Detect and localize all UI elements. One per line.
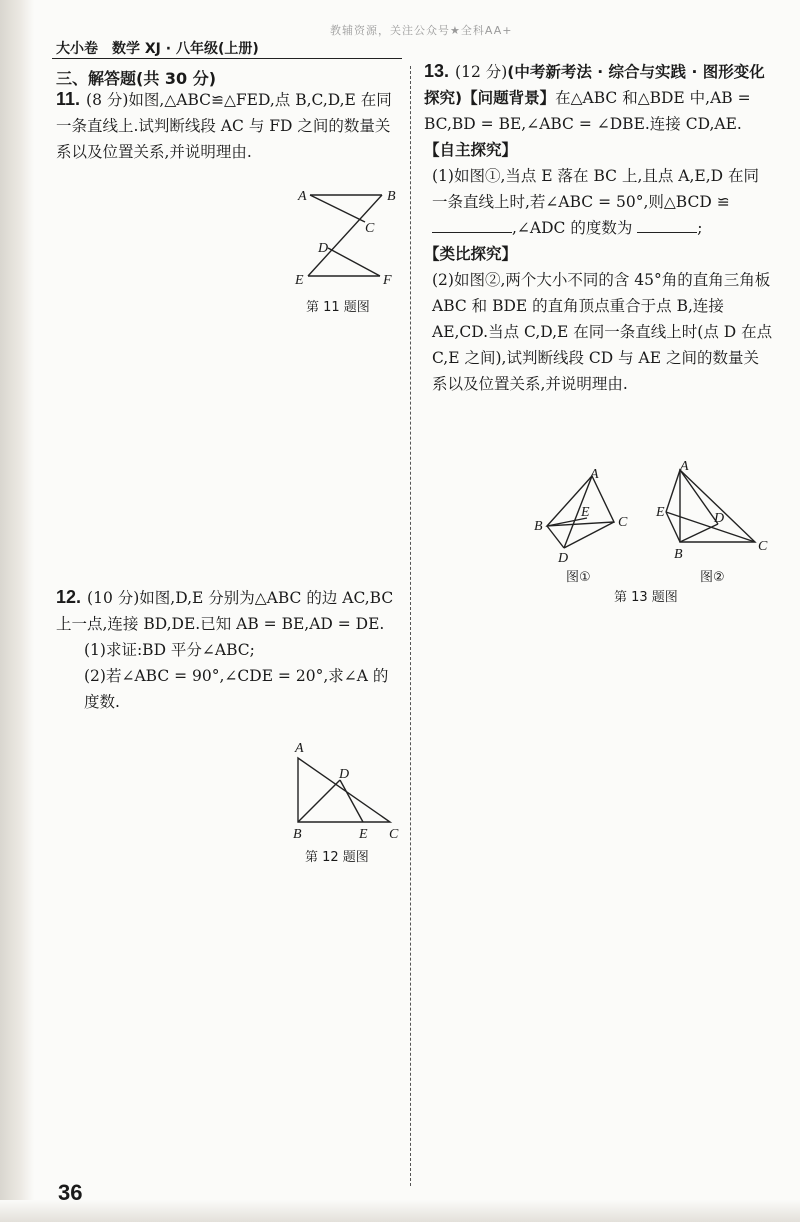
label-e: E: [656, 505, 665, 520]
self-explore-label: 【自主探究】: [424, 141, 518, 159]
question-1-part-c: ;: [697, 219, 703, 237]
label-a: A: [298, 189, 307, 204]
label-b: B: [534, 519, 543, 534]
problem-number: 12.: [56, 587, 82, 607]
label-c: C: [618, 515, 628, 530]
label-e: E: [581, 505, 590, 520]
page-number: 36: [58, 1180, 83, 1205]
problem-tag: (中考新考法 · 综合与实践 · 图形变化探究): [424, 63, 765, 107]
question-1-part-b: ,∠ADC 的度数为: [512, 219, 633, 237]
column-divider: [410, 66, 411, 1186]
label-a: A: [295, 741, 304, 756]
problem-text: 如图,△ABC≌△FED,点 B,C,D,E 在同一条直线上.试判断线段 AC 与 FD 之间的数量关系以及位置关系,并说明理由.: [56, 91, 392, 161]
question-2: (2)若∠ABC = 90°,∠CDE = 20°,求∠A 的度数.: [84, 667, 389, 711]
question-2: (2)如图②,两个大小不同的含 45°角的直角三角板 ABC 和 BDE 的直角顶点重合于点 B,连接 AE,CD.当点 C,D,E 在同一条直线上时(点 D 在点 C,E 之间),试判断线段 CD 与 AE 之间的数量关系以及位置关系,并说明理由.: [432, 271, 773, 393]
label-b: B: [293, 827, 302, 842]
problem-12: [56, 584, 400, 715]
label-d: D: [339, 767, 350, 782]
segment-df: [328, 248, 380, 276]
problem-score: (12 分): [455, 63, 508, 81]
label-d: D: [558, 551, 569, 566]
problem-number: 13.: [424, 61, 450, 81]
background-text: 在△ABC 和△BDE 中,AB = BC,BD = BE,∠ABC = ∠DBE.连接 CD,AE.: [424, 89, 751, 133]
label-a: A: [680, 459, 689, 474]
answer-blank-2[interactable]: [637, 232, 697, 233]
watermark: 教辅资源，关注公众号★全科AA+: [330, 24, 513, 37]
figure-13-caption: 第 13 题图: [614, 590, 678, 605]
figure-11: [290, 180, 410, 300]
header-rule: [52, 58, 402, 59]
question-1: (1)求证:BD 平分∠ABC;: [84, 641, 255, 659]
answer-blank-1[interactable]: [432, 232, 512, 233]
background-label: 【问题背景】: [462, 89, 556, 107]
label-c: C: [365, 221, 375, 236]
label-b: B: [387, 189, 396, 204]
label-d: D: [714, 511, 725, 526]
segment-ac: [310, 195, 365, 222]
label-e: E: [295, 273, 304, 288]
figure-13-2-caption: 图②: [700, 570, 725, 585]
problem-text: 如图,D,E 分别为△ABC 的边 AC,BC 上一点,连接 BD,DE.已知 AB = BE,AD = DE.: [56, 589, 394, 633]
segment-bd: [680, 524, 718, 542]
figure-13-1: [532, 466, 642, 566]
question-1-part-a: (1)如图①,当点 E 落在 BC 上,且点 A,E,D 在同一条直线上时,若∠ABC = 50°,则△BCD ≌: [432, 167, 760, 211]
segment-cd: [564, 522, 614, 548]
label-c: C: [389, 827, 399, 842]
figure-13-2: [652, 458, 777, 563]
label-b: B: [674, 547, 683, 562]
problem-score: (8 分): [86, 91, 129, 109]
problem-score: (10 分): [87, 589, 140, 607]
section-title: 三、解答题(共 30 分): [56, 69, 217, 88]
label-d: D: [318, 241, 329, 256]
segment-bd: [547, 526, 564, 548]
problem-11: [56, 86, 400, 165]
figure-12: [285, 738, 410, 843]
label-e: E: [359, 827, 368, 842]
problem-13: [424, 58, 774, 397]
running-header: 大小卷 数学 XJ · 八年级(上册): [56, 41, 259, 57]
segment-ad: [680, 470, 718, 524]
problem-number: 11.: [56, 89, 81, 109]
analogy-explore-label: 【类比探究】: [424, 245, 518, 263]
label-c: C: [758, 539, 768, 554]
page-bottom-shadow: [0, 1200, 800, 1222]
figure-13-1-caption: 图①: [566, 570, 591, 585]
triangle-abc: [680, 470, 755, 542]
label-a: A: [590, 467, 599, 482]
label-f: F: [383, 273, 392, 288]
figure-12-caption: 第 12 题图: [305, 850, 369, 865]
segment-ae: [666, 470, 680, 512]
segment-bd: [298, 780, 340, 822]
figure-11-caption: 第 11 题图: [306, 300, 370, 315]
page-edge-shadow: [0, 0, 34, 1222]
